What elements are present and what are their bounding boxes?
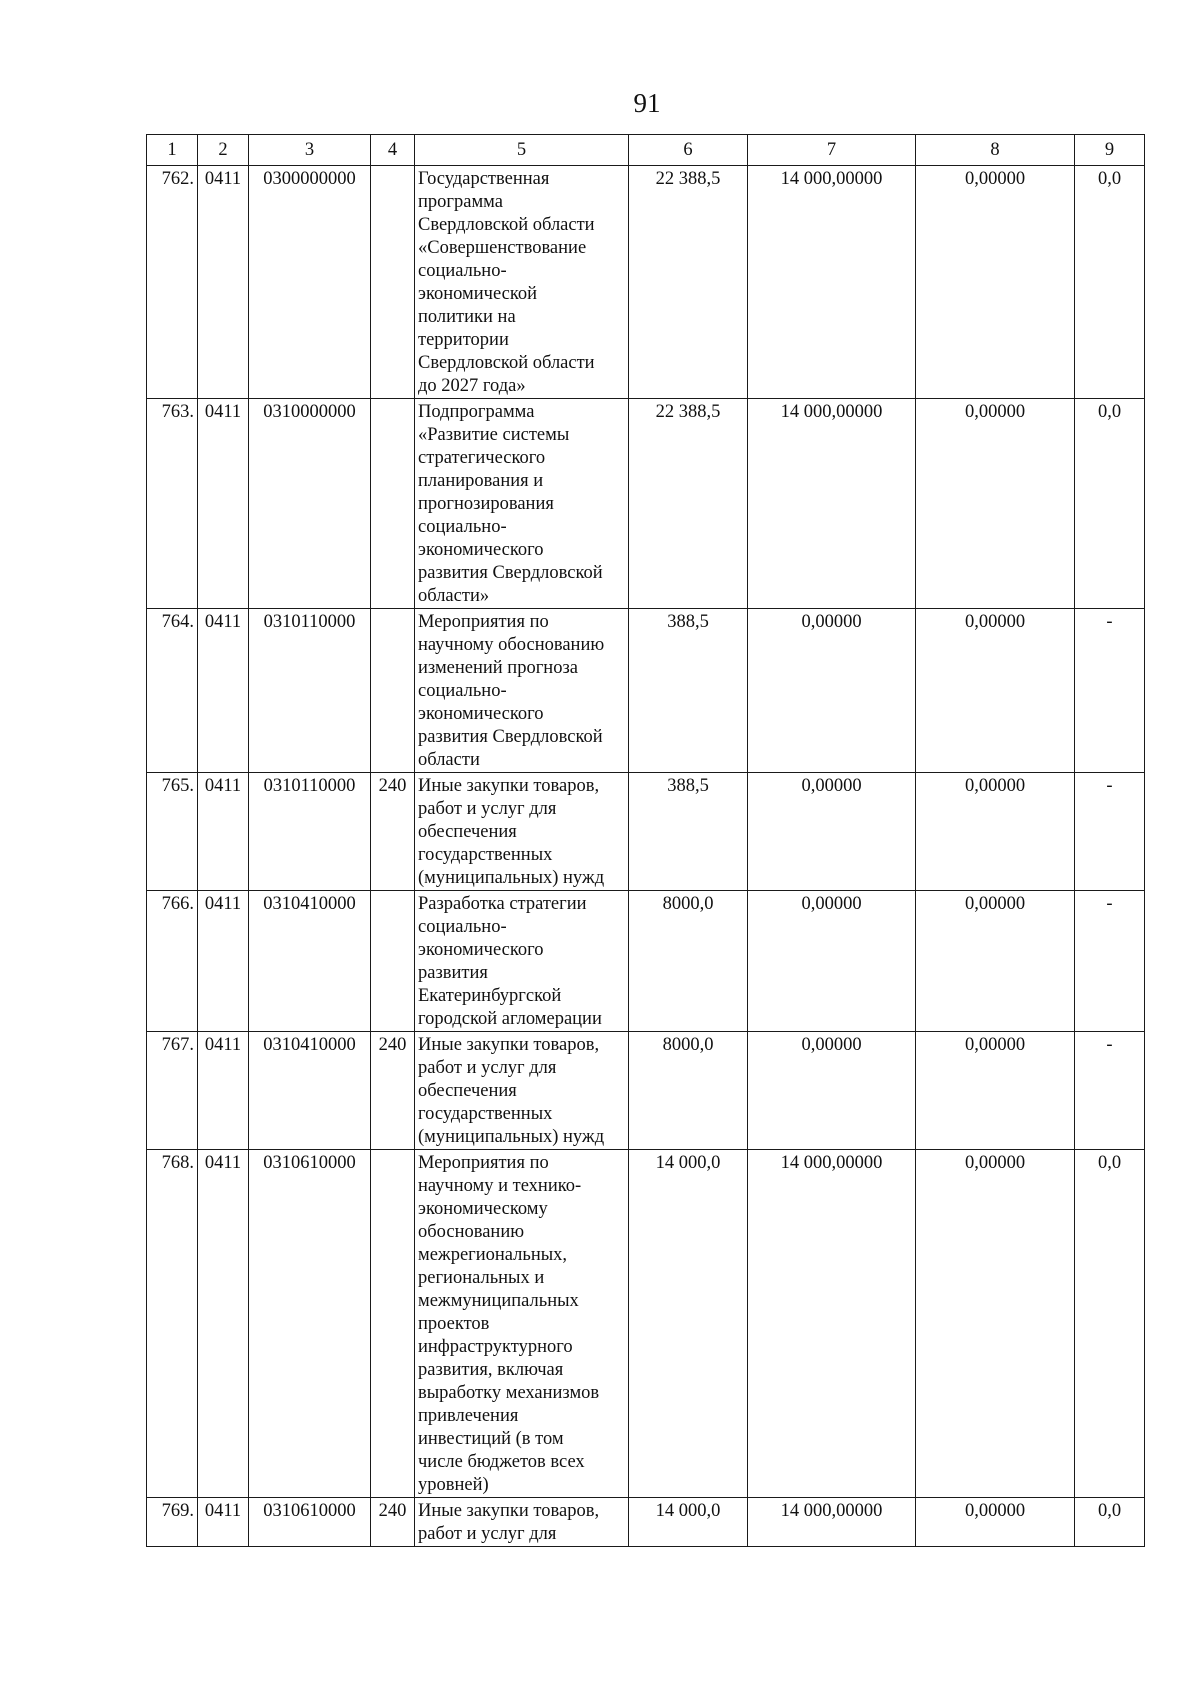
expense-type-cell	[371, 891, 415, 1032]
header-cell: 9	[1075, 135, 1145, 166]
amount-col8-cell: 0,00000	[916, 166, 1075, 399]
description-line: программа	[418, 192, 503, 212]
header-cell: 4	[371, 135, 415, 166]
expense-type-cell: 240	[371, 1498, 415, 1547]
description-line: городской агломерации	[418, 1009, 602, 1029]
description-line: Мероприятия по	[418, 612, 549, 632]
description-line: Свердловской области	[418, 215, 595, 235]
amount-col6-cell: 14 000,0	[629, 1150, 748, 1498]
target-code-cell: 0310610000	[249, 1498, 371, 1547]
section-code-cell: 0411	[198, 773, 249, 891]
description-line: экономической	[418, 284, 538, 304]
description-line: числе бюджетов всех	[418, 1452, 585, 1472]
description-line: Государственная	[418, 169, 550, 189]
description-line: экономическому	[418, 1199, 548, 1219]
description-line: Иные закупки товаров,	[418, 1035, 600, 1055]
description-line: работ и услуг для	[418, 799, 557, 819]
description-line: работ и услуг для	[418, 1058, 557, 1078]
description-cell	[415, 166, 629, 399]
amount-col8-cell: 0,00000	[916, 891, 1075, 1032]
description-line: обеспечения	[418, 1081, 517, 1101]
description-line: инвестиций (в том	[418, 1429, 564, 1449]
table-row	[147, 1150, 1145, 1498]
description-cell	[415, 609, 629, 773]
section-code-cell: 0411	[198, 399, 249, 609]
amount-col6-cell: 14 000,0	[629, 1498, 748, 1547]
description-cell	[415, 773, 629, 891]
description-line: Екатеринбургской	[418, 986, 562, 1006]
description-line: научному и технико-	[418, 1176, 582, 1196]
table-row	[147, 1032, 1145, 1150]
description-cell	[415, 1150, 629, 1498]
description-line: межрегиональных,	[418, 1245, 568, 1265]
expense-type-cell: 240	[371, 1032, 415, 1150]
amount-col8-cell: 0,00000	[916, 1150, 1075, 1498]
description-line: проектов	[418, 1314, 490, 1334]
amount-col8-cell: 0,00000	[916, 773, 1075, 891]
description-line: обеспечения	[418, 822, 517, 842]
row-number-cell: 762.	[147, 166, 198, 399]
description-line: уровней)	[418, 1475, 489, 1495]
description-line: привлечения	[418, 1406, 519, 1426]
description-line: (муниципальных) нужд	[418, 1127, 605, 1147]
amount-col7-cell: 0,00000	[748, 609, 916, 773]
row-number-cell: 764.	[147, 609, 198, 773]
amount-col9-cell: -	[1075, 1032, 1145, 1150]
section-code-cell: 0411	[198, 166, 249, 399]
description-line: социально-	[418, 517, 507, 537]
description-cell	[415, 1032, 629, 1150]
table-body	[147, 166, 1145, 1547]
target-code-cell: 0310410000	[249, 1032, 371, 1150]
expense-type-cell: 240	[371, 773, 415, 891]
description-line: выработку механизмов	[418, 1383, 600, 1403]
amount-col6-cell: 22 388,5	[629, 166, 748, 399]
header-cell: 6	[629, 135, 748, 166]
table-row	[147, 399, 1145, 609]
amount-col8-cell: 0,00000	[916, 609, 1075, 773]
description-line: Иные закупки товаров,	[418, 776, 600, 796]
target-code-cell: 0310610000	[249, 1150, 371, 1498]
table-row	[147, 891, 1145, 1032]
amount-col9-cell: -	[1075, 609, 1145, 773]
description-line: развития	[418, 963, 488, 983]
target-code-cell: 0310110000	[249, 773, 371, 891]
header-cell: 3	[249, 135, 371, 166]
amount-col7-cell: 14 000,00000	[748, 399, 916, 609]
budget-table	[146, 134, 1145, 1547]
amount-col6-cell: 8000,0	[629, 1032, 748, 1150]
description-line: Подпрограмма	[418, 402, 535, 422]
description-line: научному обоснованию	[418, 635, 605, 655]
description-line: социально-	[418, 261, 507, 281]
description-line: до 2027 года»	[418, 376, 526, 396]
description-line: «Развитие системы	[418, 425, 570, 445]
description-line: прогнозирования	[418, 494, 554, 514]
header-cell: 1	[147, 135, 198, 166]
section-code-cell: 0411	[198, 1150, 249, 1498]
amount-col6-cell: 22 388,5	[629, 399, 748, 609]
amount-col9-cell: -	[1075, 891, 1145, 1032]
header-cell: 8	[916, 135, 1075, 166]
description-line: Разработка стратегии	[418, 894, 587, 914]
description-line: обоснованию	[418, 1222, 525, 1242]
page-number: 91	[633, 88, 661, 118]
description-line: развития, включая	[418, 1360, 564, 1380]
amount-col7-cell: 14 000,00000	[748, 166, 916, 399]
amount-col7-cell: 14 000,00000	[748, 1150, 916, 1498]
table-row	[147, 166, 1145, 399]
table-row	[147, 773, 1145, 891]
expense-type-cell	[371, 1150, 415, 1498]
amount-col8-cell: 0,00000	[916, 399, 1075, 609]
amount-col7-cell: 14 000,00000	[748, 1498, 916, 1547]
description-line: области	[418, 750, 480, 770]
amount-col6-cell: 8000,0	[629, 891, 748, 1032]
amount-col6-cell: 388,5	[629, 609, 748, 773]
amount-col9-cell: 0,0	[1075, 399, 1145, 609]
description-line: социально-	[418, 681, 507, 701]
row-number-cell: 763.	[147, 399, 198, 609]
description-line: (муниципальных) нужд	[418, 868, 605, 888]
amount-col9-cell: 0,0	[1075, 1498, 1145, 1547]
description-line: развития Свердловской	[418, 727, 603, 747]
amount-col6-cell: 388,5	[629, 773, 748, 891]
row-number-cell: 769.	[147, 1498, 198, 1547]
row-number-cell: 767.	[147, 1032, 198, 1150]
target-code-cell: 0310000000	[249, 399, 371, 609]
header-row	[147, 135, 1145, 166]
description-line: территории	[418, 330, 509, 350]
description-line: экономического	[418, 704, 544, 724]
row-number-cell: 765.	[147, 773, 198, 891]
expense-type-cell	[371, 166, 415, 399]
description-line: региональных и	[418, 1268, 545, 1288]
header-cell: 2	[198, 135, 249, 166]
description-line: политики на	[418, 307, 516, 327]
description-line: изменений прогноза	[418, 658, 578, 678]
description-line: «Совершенствование	[418, 238, 587, 258]
table-row	[147, 609, 1145, 773]
description-line: стратегического	[418, 448, 546, 468]
description-line: области»	[418, 586, 490, 606]
description-line: Мероприятия по	[418, 1153, 549, 1173]
description-cell	[415, 399, 629, 609]
description-line: межмуниципальных	[418, 1291, 579, 1311]
section-code-cell: 0411	[198, 891, 249, 1032]
section-code-cell: 0411	[198, 1032, 249, 1150]
description-line: государственных	[418, 1104, 553, 1124]
description-line: работ и услуг для	[418, 1524, 557, 1544]
amount-col7-cell: 0,00000	[748, 773, 916, 891]
target-code-cell: 0310410000	[249, 891, 371, 1032]
amount-col8-cell: 0,00000	[916, 1498, 1075, 1547]
description-line: планирования и	[418, 471, 544, 491]
row-number-cell: 766.	[147, 891, 198, 1032]
description-line: экономического	[418, 940, 544, 960]
amount-col9-cell: -	[1075, 773, 1145, 891]
description-line: инфраструктурного	[418, 1337, 573, 1357]
row-number-cell: 768.	[147, 1150, 198, 1498]
section-code-cell: 0411	[198, 609, 249, 773]
amount-col7-cell: 0,00000	[748, 891, 916, 1032]
target-code-cell: 0310110000	[249, 609, 371, 773]
amount-col7-cell: 0,00000	[748, 1032, 916, 1150]
amount-col8-cell: 0,00000	[916, 1032, 1075, 1150]
description-line: социально-	[418, 917, 507, 937]
amount-col9-cell: 0,0	[1075, 166, 1145, 399]
target-code-cell: 0300000000	[249, 166, 371, 399]
description-line: государственных	[418, 845, 553, 865]
description-line: Свердловской области	[418, 353, 595, 373]
description-line: развития Свердловской	[418, 563, 603, 583]
header-cell: 5	[415, 135, 629, 166]
expense-type-cell	[371, 609, 415, 773]
description-cell	[415, 891, 629, 1032]
section-code-cell: 0411	[198, 1498, 249, 1547]
expense-type-cell	[371, 399, 415, 609]
amount-col9-cell: 0,0	[1075, 1150, 1145, 1498]
description-cell	[415, 1498, 629, 1547]
description-line: Иные закупки товаров,	[418, 1501, 600, 1521]
description-line: экономического	[418, 540, 544, 560]
table-row	[147, 1498, 1145, 1547]
header-cell: 7	[748, 135, 916, 166]
